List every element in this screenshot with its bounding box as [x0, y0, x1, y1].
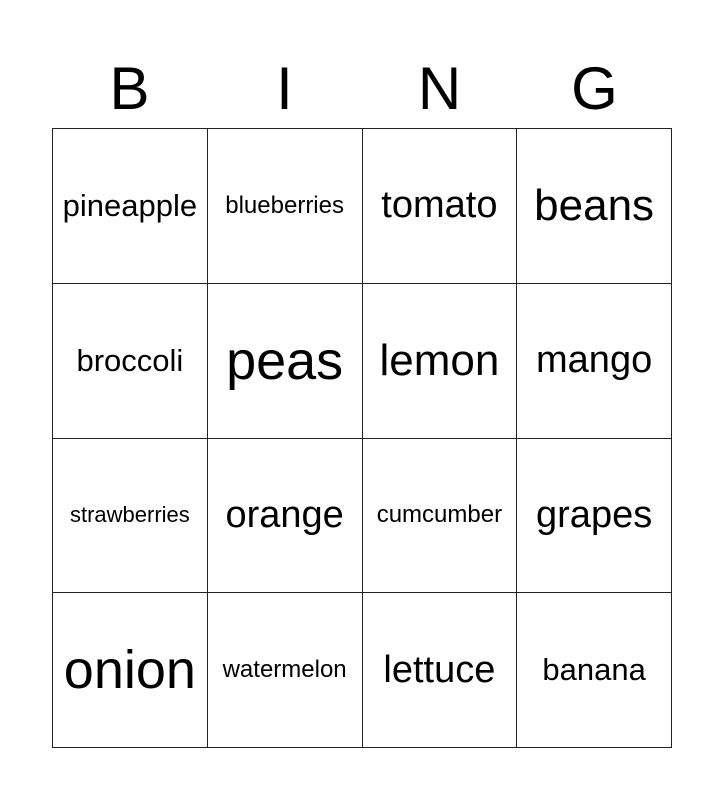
bingo-cell[interactable]: pineapple: [53, 129, 208, 284]
header-letter-b: B: [109, 55, 150, 122]
bingo-cell[interactable]: beans: [517, 129, 672, 284]
bingo-cell[interactable]: broccoli: [53, 284, 208, 439]
bingo-grid: [52, 128, 672, 748]
bingo-cell[interactable]: peas: [208, 284, 363, 439]
bingo-cell[interactable]: banana: [517, 593, 672, 748]
bingo-cell[interactable]: lettuce: [363, 593, 518, 748]
header-letter-n: N: [417, 55, 462, 122]
bingo-cell[interactable]: watermelon: [208, 593, 363, 748]
bingo-cell[interactable]: strawberries: [53, 439, 208, 594]
bingo-cell[interactable]: mango: [517, 284, 672, 439]
header-letter-i: I: [276, 55, 293, 122]
bingo-cell[interactable]: lemon: [363, 284, 518, 439]
bingo-cell[interactable]: orange: [208, 439, 363, 594]
bingo-cell[interactable]: tomato: [363, 129, 518, 284]
bingo-cell[interactable]: grapes: [517, 439, 672, 594]
bingo-cell[interactable]: cumcumber: [363, 439, 518, 594]
header-letter-g: G: [571, 55, 618, 122]
bingo-cell[interactable]: onion: [53, 593, 208, 748]
bingo-header: [52, 50, 672, 128]
bingo-cell[interactable]: blueberries: [208, 129, 363, 284]
